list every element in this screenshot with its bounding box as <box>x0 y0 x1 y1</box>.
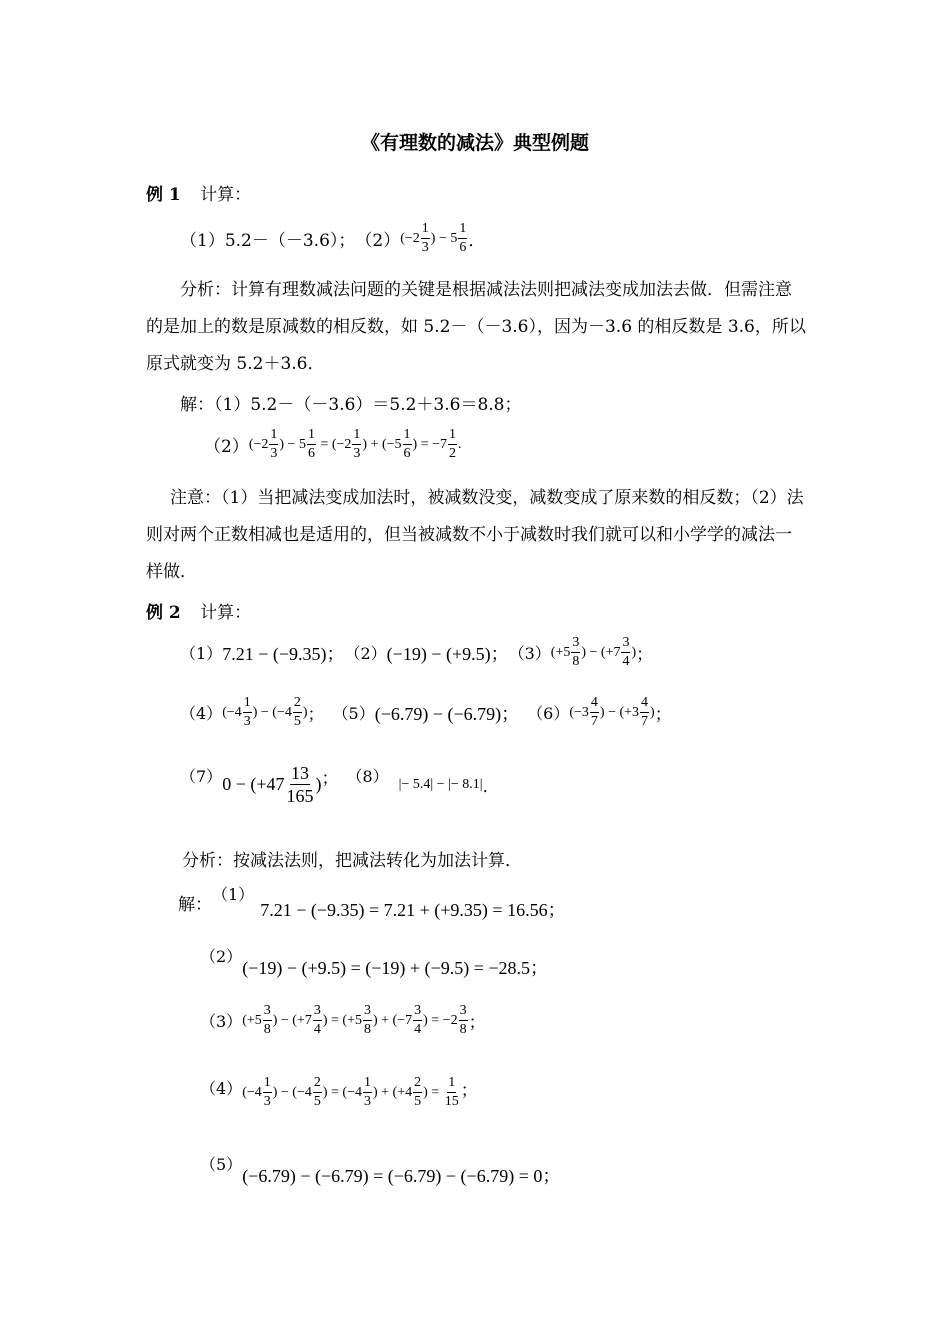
ex1-sol2-expr: (−2 $\frac{1}{3}$ ) − 5 $\frac{1}{6}$ = (−2 $\frac{1}{3}$ ) + (−5 $\frac{1}{6}$ ) = −7 $\frac{1}{2}$ . <box>248 427 462 461</box>
ex2-q1-label: （1） <box>180 644 223 663</box>
page-title: 《有理数的减法》典型例题 <box>360 132 589 154</box>
ex2-s4: (−4 $\frac{1}{3}$ ) − (−4 $\frac{2}{5}$ ) = (−4 $\frac{1}{3}$ ) + (+4 $\frac{2}{5}$ ) = $\frac{1}{15}$ ； <box>242 1075 478 1109</box>
ex1-q1-label: （1） <box>180 231 225 251</box>
fraction: $\frac{13}{165}$ <box>286 763 314 806</box>
ex2-questions-row3: （7） 0 − (+47 $\frac{13}{165}$ ) ； （8） |− 5.4| − |− 8.1| ． <box>180 763 500 806</box>
fraction: $\frac{2}{5}$ <box>293 695 301 729</box>
ex2-q7-label: （7） <box>180 767 223 786</box>
ex2-q6: (−3 $\frac{4}{7}$ ) − (+3 $\frac{4}{7}$ ) <box>569 695 655 729</box>
ex2-analysis: 分析：按减法法则，把减法转化为加法计算． <box>182 851 522 871</box>
fraction: $\frac{1}{3}$ <box>353 427 361 461</box>
ex1-analysis: 分析：计算有理数减法问题的关键是根据减法法则把减法变成加法去做．但需注意的是加上的数是原减数的相反数，如 5.2－（－3.6），因为－3.6 的相反数是 3.6，所以原式就变为 5.2＋3.6． <box>146 280 806 374</box>
fraction: $\frac{1}{6}$ <box>459 221 467 255</box>
ex2-q4-label: （4） <box>180 704 223 723</box>
ex1-sol-label: 解： <box>180 395 214 415</box>
ex2-q2: (−19) − (+9.5)； <box>386 643 509 664</box>
ex2-solution2 <box>200 944 548 980</box>
ex2-s2: (−19) − (+9.5) = (−19) + (−9.5) = −28.5； <box>242 958 549 978</box>
ex2-q7: 0 − (+47 $\frac{13}{165}$ ) <box>222 763 322 806</box>
fraction: $\frac{3}{8}$ <box>263 1003 271 1037</box>
ex1-sol2-label: （2） <box>204 437 249 457</box>
fraction: $\frac{1}{6}$ <box>403 427 411 461</box>
ex2-solution3 <box>200 1004 486 1037</box>
ex2-q8-label: （8） <box>346 767 389 786</box>
ex2-q8: |− 5.4| − |− 8.1| <box>398 776 483 792</box>
fraction: $\frac{4}{7}$ <box>641 695 649 729</box>
fraction: $\frac{1}{3}$ <box>243 695 251 729</box>
ex2-s5-label: （5） <box>200 1155 243 1174</box>
ex2-q2-label: （2） <box>344 644 387 663</box>
ex2-q3: (+5 $\frac{3}{8}$ ) − (+7 $\frac{3}{4}$ ) <box>550 635 637 669</box>
ex2-q4: (−4 $\frac{1}{3}$ ) − (−4 $\frac{2}{5}$ ) <box>222 695 308 729</box>
fraction: $\frac{3}{4}$ <box>414 1003 422 1037</box>
ex2-s3-label: （3） <box>200 1012 243 1031</box>
fraction: $\frac{2}{5}$ <box>414 1075 422 1109</box>
fraction: $\frac{2}{5}$ <box>313 1075 321 1109</box>
fraction: $\frac{3}{4}$ <box>622 635 630 669</box>
ex1-q2-end: ． <box>468 231 486 251</box>
ex2-s2-label: （2） <box>200 947 243 966</box>
fraction: $\frac{1}{3}$ <box>364 1075 371 1109</box>
ex2-s4-label: （4） <box>200 1079 243 1098</box>
example2-label: 例 2 <box>146 603 181 623</box>
fraction: $\frac{1}{15}$ <box>444 1075 459 1109</box>
example1-questions <box>180 222 485 255</box>
ex1-solution1 <box>180 390 522 415</box>
example1-prompt: 计算： <box>200 185 252 205</box>
ex1-q1: 5.2－（－3.6）； <box>224 231 356 251</box>
example2-prompt: 计算： <box>200 603 252 623</box>
fraction: $\frac{4}{7}$ <box>590 695 598 729</box>
ex2-s3: (+5 $\frac{3}{8}$ ) − (+7 $\frac{3}{4}$ ) = (+5 $\frac{3}{8}$ ) + (−7 $\frac{3}{4}$ ) = −2 $\frac{3}{8}$ ； <box>242 1003 486 1037</box>
ex2-q5: (−6.79) − (−6.79)； <box>374 703 520 724</box>
ex2-s1-label: （1） <box>212 885 255 904</box>
ex2-solution5 <box>200 1152 560 1188</box>
ex2-q6-label: （6） <box>527 704 570 723</box>
ex2-s5: (−6.79) − (−6.79) = (−6.79) − (−6.79) = 0； <box>242 1166 561 1186</box>
ex2-solution4 <box>200 1076 478 1109</box>
ex2-s1: 7.21 − (−9.35) = 7.21 + (+9.35) = 16.56； <box>260 900 566 920</box>
fraction: $\frac{1}{3}$ <box>270 427 278 461</box>
fraction: $\frac{1}{6}$ <box>307 427 315 461</box>
ex2-q5-label: （5） <box>332 704 375 723</box>
example2-heading <box>146 598 251 623</box>
ex1-q2-label: （2） <box>355 231 401 251</box>
ex2-solution1 <box>178 882 566 922</box>
ex2-q1: 7.21 − (−9.35)； <box>222 643 345 664</box>
ex1-sol1: （1）5.2－（－3.6）＝5.2＋3.6＝8.8； <box>214 395 522 415</box>
ex1-solution2 <box>204 428 461 461</box>
ex2-questions-row1: （1） 7.21 − (−9.35)； （2） (−19) − (+9.5)； （3） (+5 $\frac{3}{8}$ ) − (+7 $\frac{3}{4}$ ) ； <box>180 635 654 669</box>
fraction: $\frac{1}{2}$ <box>448 427 456 461</box>
ex2-questions-row2: （4） (−4 $\frac{1}{3}$ ) − (−4 $\frac{2}{5}$ ) ； （5） (−6.79) − (−6.79)； （6） (−3 $\frac{4}{7}$ ) − (+3 $\frac{4}{7}$ ) ； <box>180 695 672 729</box>
example1-label: 例 1 <box>146 185 181 205</box>
ex1-note: 注意：（1）当把减法变成加法时，被减数没变，减数变成了原来数的相反数；（2）法则对两个正数相减也是适用的，但当被减数不小于减数时我们就可以和小学学的减法一样做． <box>146 488 804 582</box>
fraction: $\frac{1}{3}$ <box>421 221 429 255</box>
ex1-q2-expr: (−2 $\frac{1}{3}$ ) − 5 $\frac{1}{6}$ <box>400 221 467 255</box>
fraction: $\frac{1}{3}$ <box>263 1075 271 1109</box>
ex2-sol-label: 解： <box>178 894 212 915</box>
fraction: $\frac{3}{8}$ <box>459 1003 467 1037</box>
fraction: $\frac{3}{8}$ <box>364 1003 371 1037</box>
fraction: $\frac{3}{4}$ <box>313 1003 321 1037</box>
ex2-q3-label: （3） <box>508 644 551 663</box>
example1-heading <box>146 180 251 205</box>
fraction: $\frac{3}{8}$ <box>572 635 580 669</box>
